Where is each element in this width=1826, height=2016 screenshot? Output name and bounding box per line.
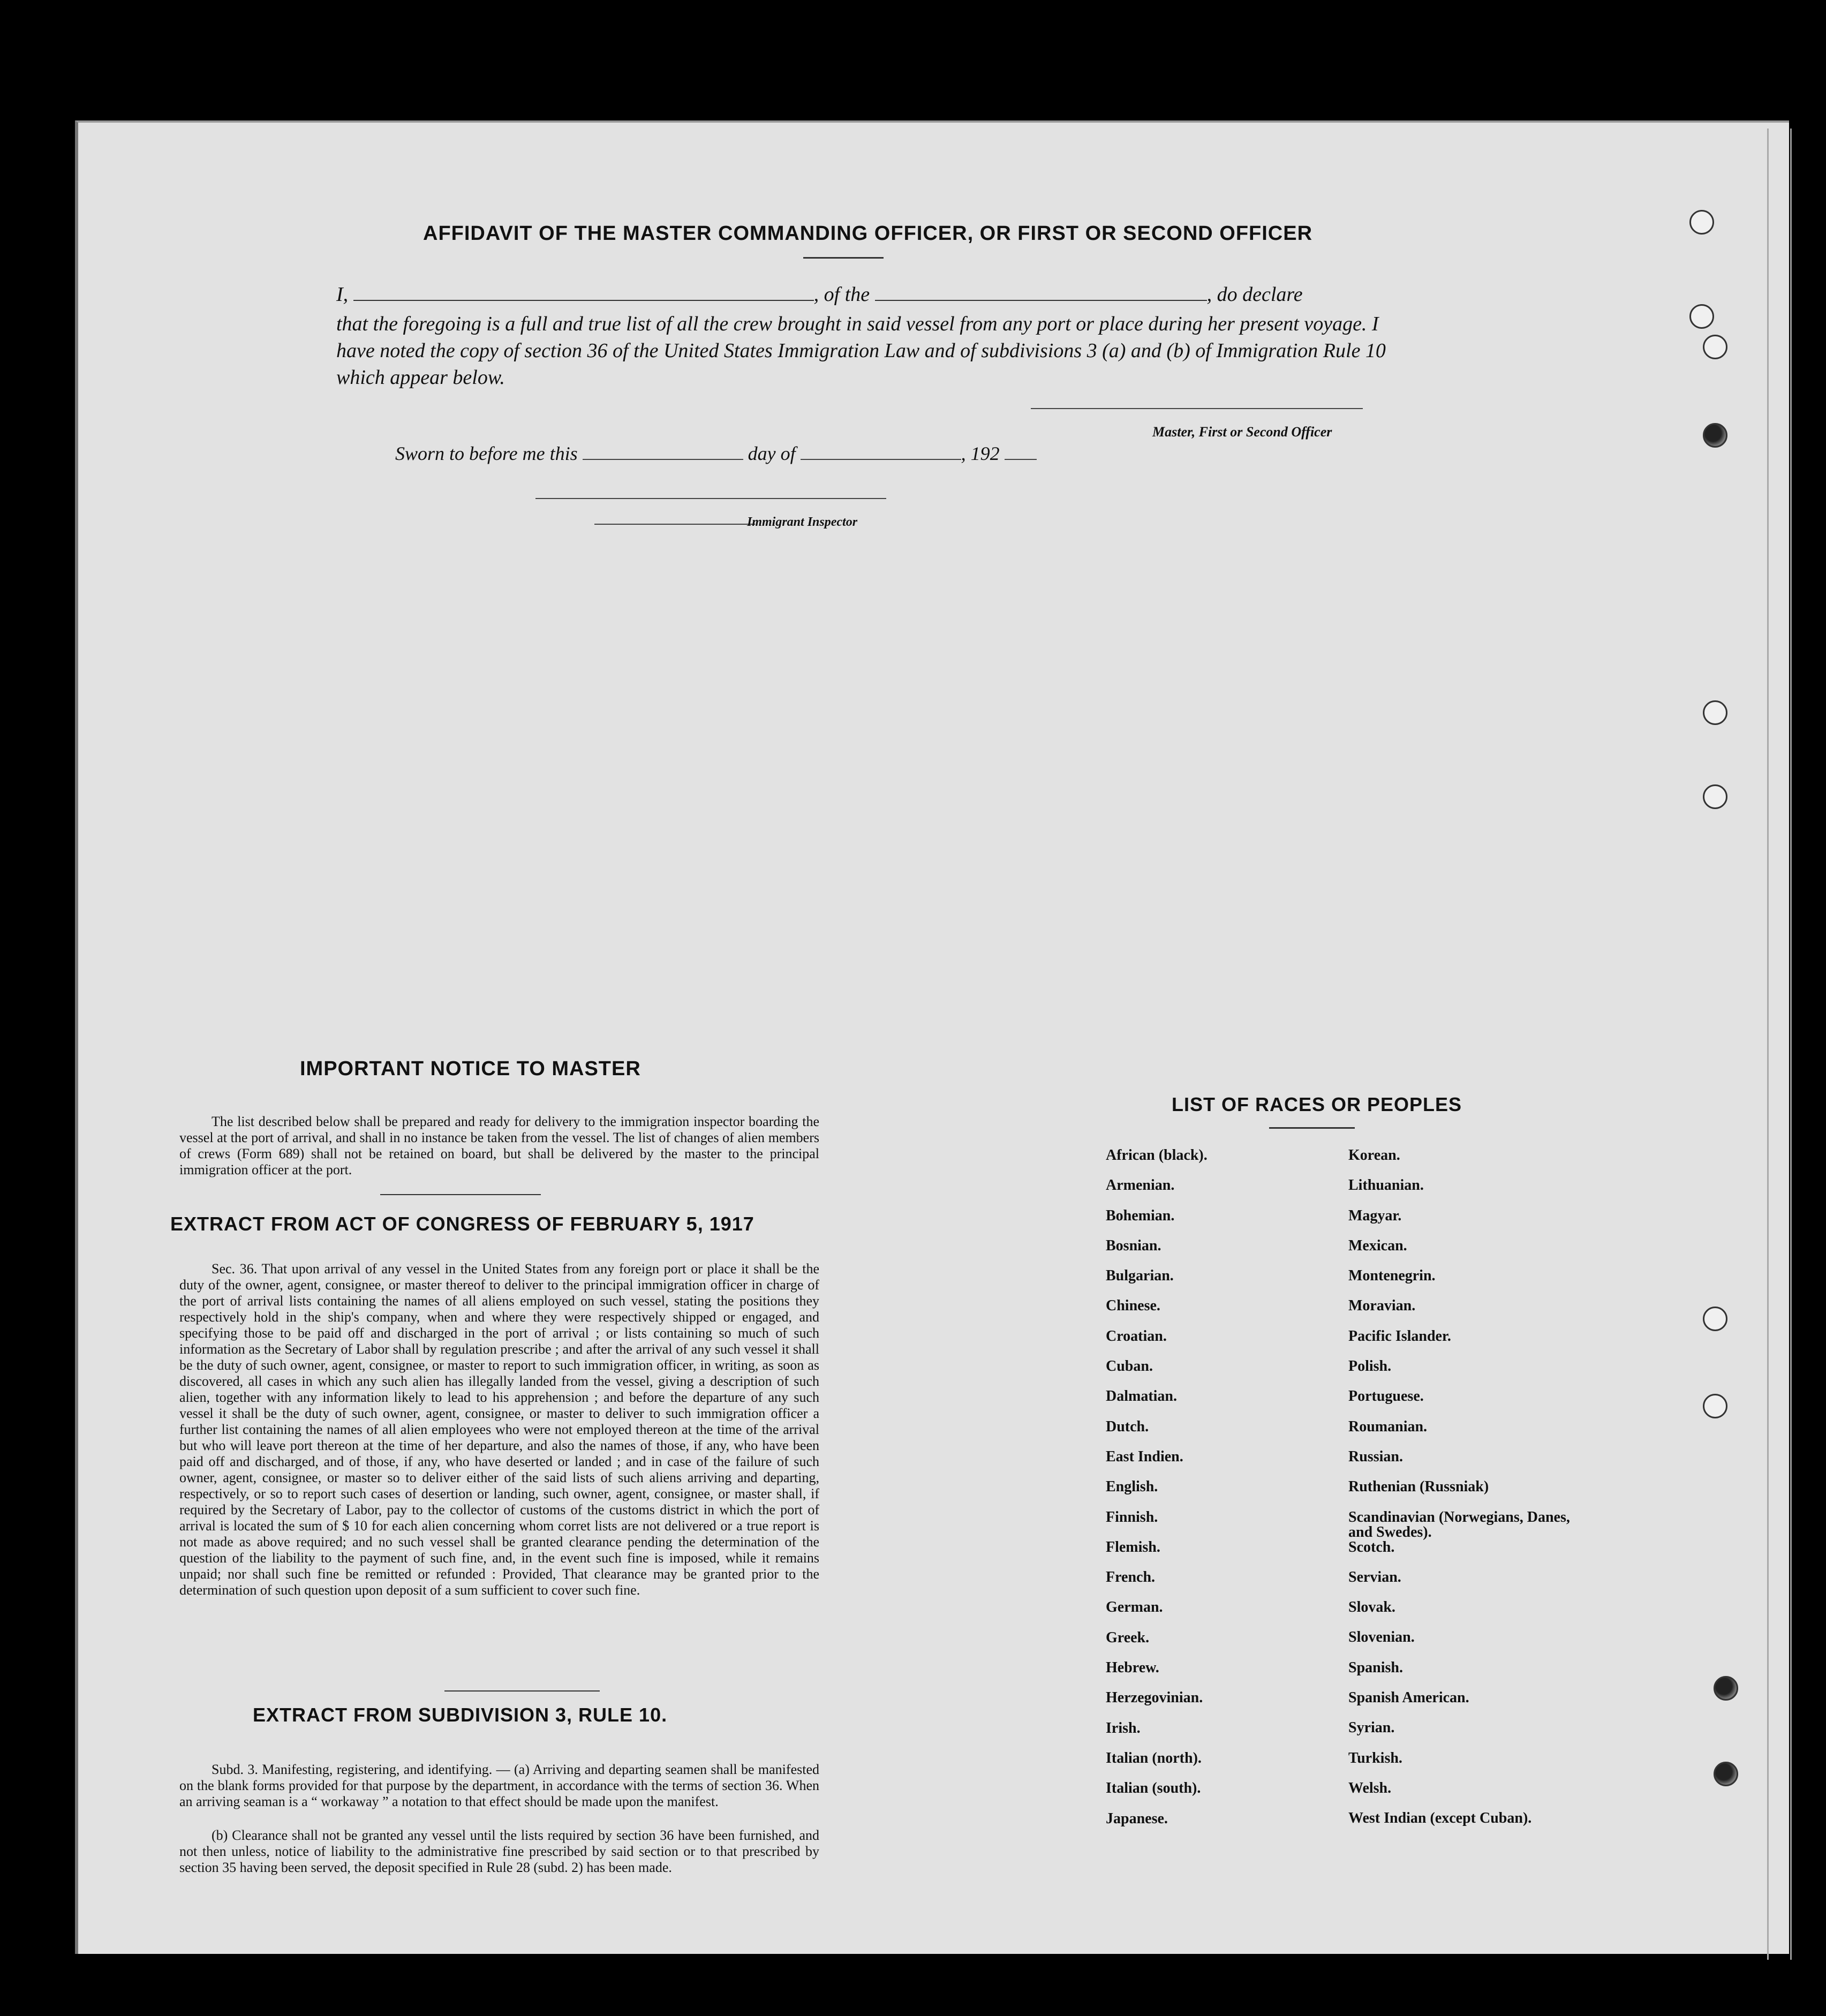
punch-hole xyxy=(1714,1676,1738,1701)
race-item: German. xyxy=(1106,1599,1163,1616)
affidavit-body: that the foregoing is a full and true list of all the crew brought in said vessel from any port or place during her present voyage. I have noted the copy of section 36 of the United States Immigration Law and of subdivisions 3 (a) and (b) of Immigration Rule 10 which appear below. xyxy=(336,313,1386,389)
race-item: Magyar. xyxy=(1348,1207,1402,1224)
punch-hole xyxy=(1689,304,1714,329)
race-item: Bosnian. xyxy=(1106,1237,1161,1254)
race-item: Syrian. xyxy=(1348,1719,1395,1736)
race-item: Moravian. xyxy=(1348,1297,1416,1315)
race-item: Bohemian. xyxy=(1106,1207,1175,1224)
race-item: Russian. xyxy=(1348,1448,1403,1465)
race-item: English. xyxy=(1106,1478,1158,1496)
notice-rule xyxy=(380,1194,541,1195)
race-item: Scandinavian (Norwegians, Danes, and Swedes). xyxy=(1348,1508,1570,1541)
race-item: West Indian (except Cuban). xyxy=(1348,1810,1532,1827)
i-label: I, xyxy=(336,283,349,306)
race-item: Dalmatian. xyxy=(1106,1388,1177,1405)
race-item: Hebrew. xyxy=(1106,1659,1159,1677)
sworn-month-blank[interactable] xyxy=(801,445,961,460)
race-item: Welsh. xyxy=(1348,1779,1392,1796)
stacked-pages-edge xyxy=(1767,129,1792,1960)
rule-extract-para-a: Subd. 3. Manifesting, registering, and identifying. — (a) Arriving and departing seamen shall be manifested on the blank forms provided for that purpose by the department, in accordance with the terms of section 36. When an arriving seaman is a “ workaway ” a notation to that effect should be made upon the manifest. xyxy=(179,1762,819,1809)
race-item: Mexican. xyxy=(1348,1237,1407,1254)
race-item: French. xyxy=(1106,1569,1156,1586)
punch-hole xyxy=(1703,700,1727,725)
race-item: Montenegrin. xyxy=(1348,1267,1436,1285)
race-item: African (black). xyxy=(1106,1147,1208,1164)
race-item: Lithuanian. xyxy=(1348,1177,1424,1194)
race-item: Italian (north). xyxy=(1106,1749,1202,1766)
vessel-blank[interactable] xyxy=(875,284,1207,301)
race-item: Polish. xyxy=(1348,1358,1392,1375)
act-extract-text: Sec. 36. That upon arrival of any vessel in the United States from any foreign port or place it shall be the duty of the owner, agent, consignee, or master thereof to deliver to the principal immigration officer in charge of the port of arrival lists containing the names of all aliens employed on such vessel, stating the positions they respectively hold in the ship's company, when and where they were respectively shipped or engaged, and specifying those to be paid off and discharged in the port of arrival ; or lists containing so much of such information as the Secretary of Labor shall by regulation prescribe ; and after the arrival of any such vessel it shall be the duty of such owner, agent, consignee, or master to report to such immigration officer, in writing, as soon as discovered, all cases in which any such alien has illegally landed from the vessel, giving a description of such alien, together with any information likely to lead to his apprehension ; and before the departure of any such vessel it shall be the duty of such owner, agent, consignee, or master to deliver to such immigration officer a further list containing the names of all alien employees who were not employed thereon at the time of the arrival but who will leave port thereon at the time of her departure, and also the names of those, if any, who have been paid off and discharged, and of those, if any, who have deserted or landed ; and in case of the failure of such owner, agent, consignee, or master so to deliver either of the said lists of such aliens arriving and departing, respectively, or so to report such cases of desertion or landing, such owner, agent, consignee, or master shall, if required by the Secretary of Labor, pay to the collector of customs of the customs district in which the port of arrival is located the sum of $ 10 for each alien concerning whom corret lists are not delivered or a true report is not made as above required; and no such vessel shall be granted clearance pending the determination of the question of the liability to the payment of such fine, and, in the event such fine is imposed, while it remains unpaid; nor shall such fine be remitted or refunded : Provided, That clearance may be granted prior to the determination of such question upon deposit of a sum sufficient to cover such fine. xyxy=(179,1261,819,1598)
notice-title: IMPORTANT NOTICE TO MASTER xyxy=(300,1058,641,1080)
race-item: Bulgarian. xyxy=(1106,1267,1174,1285)
race-item: Servian. xyxy=(1348,1568,1401,1585)
race-item: Italian (south). xyxy=(1106,1780,1201,1797)
punch-hole xyxy=(1714,1762,1738,1786)
race-item: Slovak. xyxy=(1348,1599,1395,1616)
sworn-day-blank[interactable] xyxy=(583,445,743,460)
rule-extract-title: EXTRACT FROM SUBDIVISION 3, RULE 10. xyxy=(253,1704,668,1726)
inspector-label: Immigrant Inspector xyxy=(747,515,858,529)
race-item: Greek. xyxy=(1106,1629,1150,1646)
race-item: Flemish. xyxy=(1106,1538,1160,1556)
of-the-label: , of the xyxy=(813,283,870,306)
races-right-column xyxy=(1348,1141,1573,1834)
act-extract-rule xyxy=(444,1690,600,1692)
race-item: Dutch. xyxy=(1106,1418,1149,1435)
race-item: Finnish. xyxy=(1106,1508,1158,1526)
act-extract-title: EXTRACT FROM ACT OF CONGRESS OF FEBRUARY 5, 1917 xyxy=(170,1213,754,1235)
sworn-year-blank[interactable] xyxy=(1005,445,1037,460)
punch-hole xyxy=(1703,423,1727,448)
declare-label: , do declare xyxy=(1206,283,1303,306)
race-item: Spanish American. xyxy=(1348,1689,1469,1707)
race-item: Japanese. xyxy=(1106,1810,1168,1827)
race-item: East Indien. xyxy=(1106,1448,1183,1465)
day-of-label: day of xyxy=(748,443,796,464)
race-item: Cuban. xyxy=(1106,1358,1153,1375)
race-item: Herzegovinian. xyxy=(1106,1689,1203,1707)
punch-hole xyxy=(1703,1307,1727,1331)
race-item: Armenian. xyxy=(1106,1177,1175,1194)
name-blank[interactable] xyxy=(353,284,814,301)
rule-extract-para-b: (b) Clearance shall not be granted any vessel until the lists required by section 36 have been furnished, and not then unless, notice of liability to the administrative fine prescribed by said section or to that prescribed by section 35 having been served, the deposit specified in Rule 28 (subd. 2) has been made. xyxy=(179,1828,819,1875)
races-left-column xyxy=(1106,1141,1208,1834)
race-item: Korean. xyxy=(1348,1147,1400,1164)
notice-text: The list described below shall be prepared and ready for delivery to the immigration inspector boarding the vessel at the port of arrival, and shall in no instance be taken from the vessel. The list of changes of alien members of crews (Form 689) shall not be retained on board, but shall be delivered by the master to the principal immigration officer at the port. xyxy=(179,1114,819,1177)
punch-hole xyxy=(1703,784,1727,809)
race-item: Roumanian. xyxy=(1348,1418,1428,1435)
race-item: Irish. xyxy=(1106,1719,1141,1736)
inspector-signature-line-upper[interactable] xyxy=(535,498,886,499)
race-item: Scotch. xyxy=(1348,1538,1395,1556)
races-title: LIST OF RACES OR PEOPLES xyxy=(1172,1093,1462,1115)
races-title-rule xyxy=(1269,1127,1355,1129)
race-item: Croatian. xyxy=(1106,1327,1167,1345)
race-item: Turkish. xyxy=(1348,1749,1402,1766)
affidavit-title: AFFIDAVIT OF THE MASTER COMMANDING OFFICER, OR FIRST OR SECOND OFFICER xyxy=(423,222,1313,245)
inspector-signature-line[interactable] xyxy=(594,524,755,525)
affidavit-declaration-line xyxy=(336,283,1303,306)
race-item: Spanish. xyxy=(1348,1659,1403,1676)
year-label: , 192 xyxy=(961,443,1000,464)
master-signature-line[interactable] xyxy=(1031,408,1363,409)
affidavit-title-rule xyxy=(803,257,884,259)
race-item: Slovenian. xyxy=(1348,1629,1415,1646)
master-signature-label: Master, First or Second Officer xyxy=(1152,424,1332,440)
race-item: Portuguese. xyxy=(1348,1388,1424,1405)
punch-hole xyxy=(1703,1394,1727,1418)
sworn-label: Sworn to before me this xyxy=(395,443,578,464)
punch-hole xyxy=(1689,210,1714,235)
punch-hole xyxy=(1703,335,1727,359)
race-item: Pacific Islander. xyxy=(1348,1327,1451,1345)
race-item: Chinese. xyxy=(1106,1297,1160,1315)
race-item: Ruthenian (Russniak) xyxy=(1348,1478,1489,1496)
sworn-line xyxy=(395,442,1037,465)
